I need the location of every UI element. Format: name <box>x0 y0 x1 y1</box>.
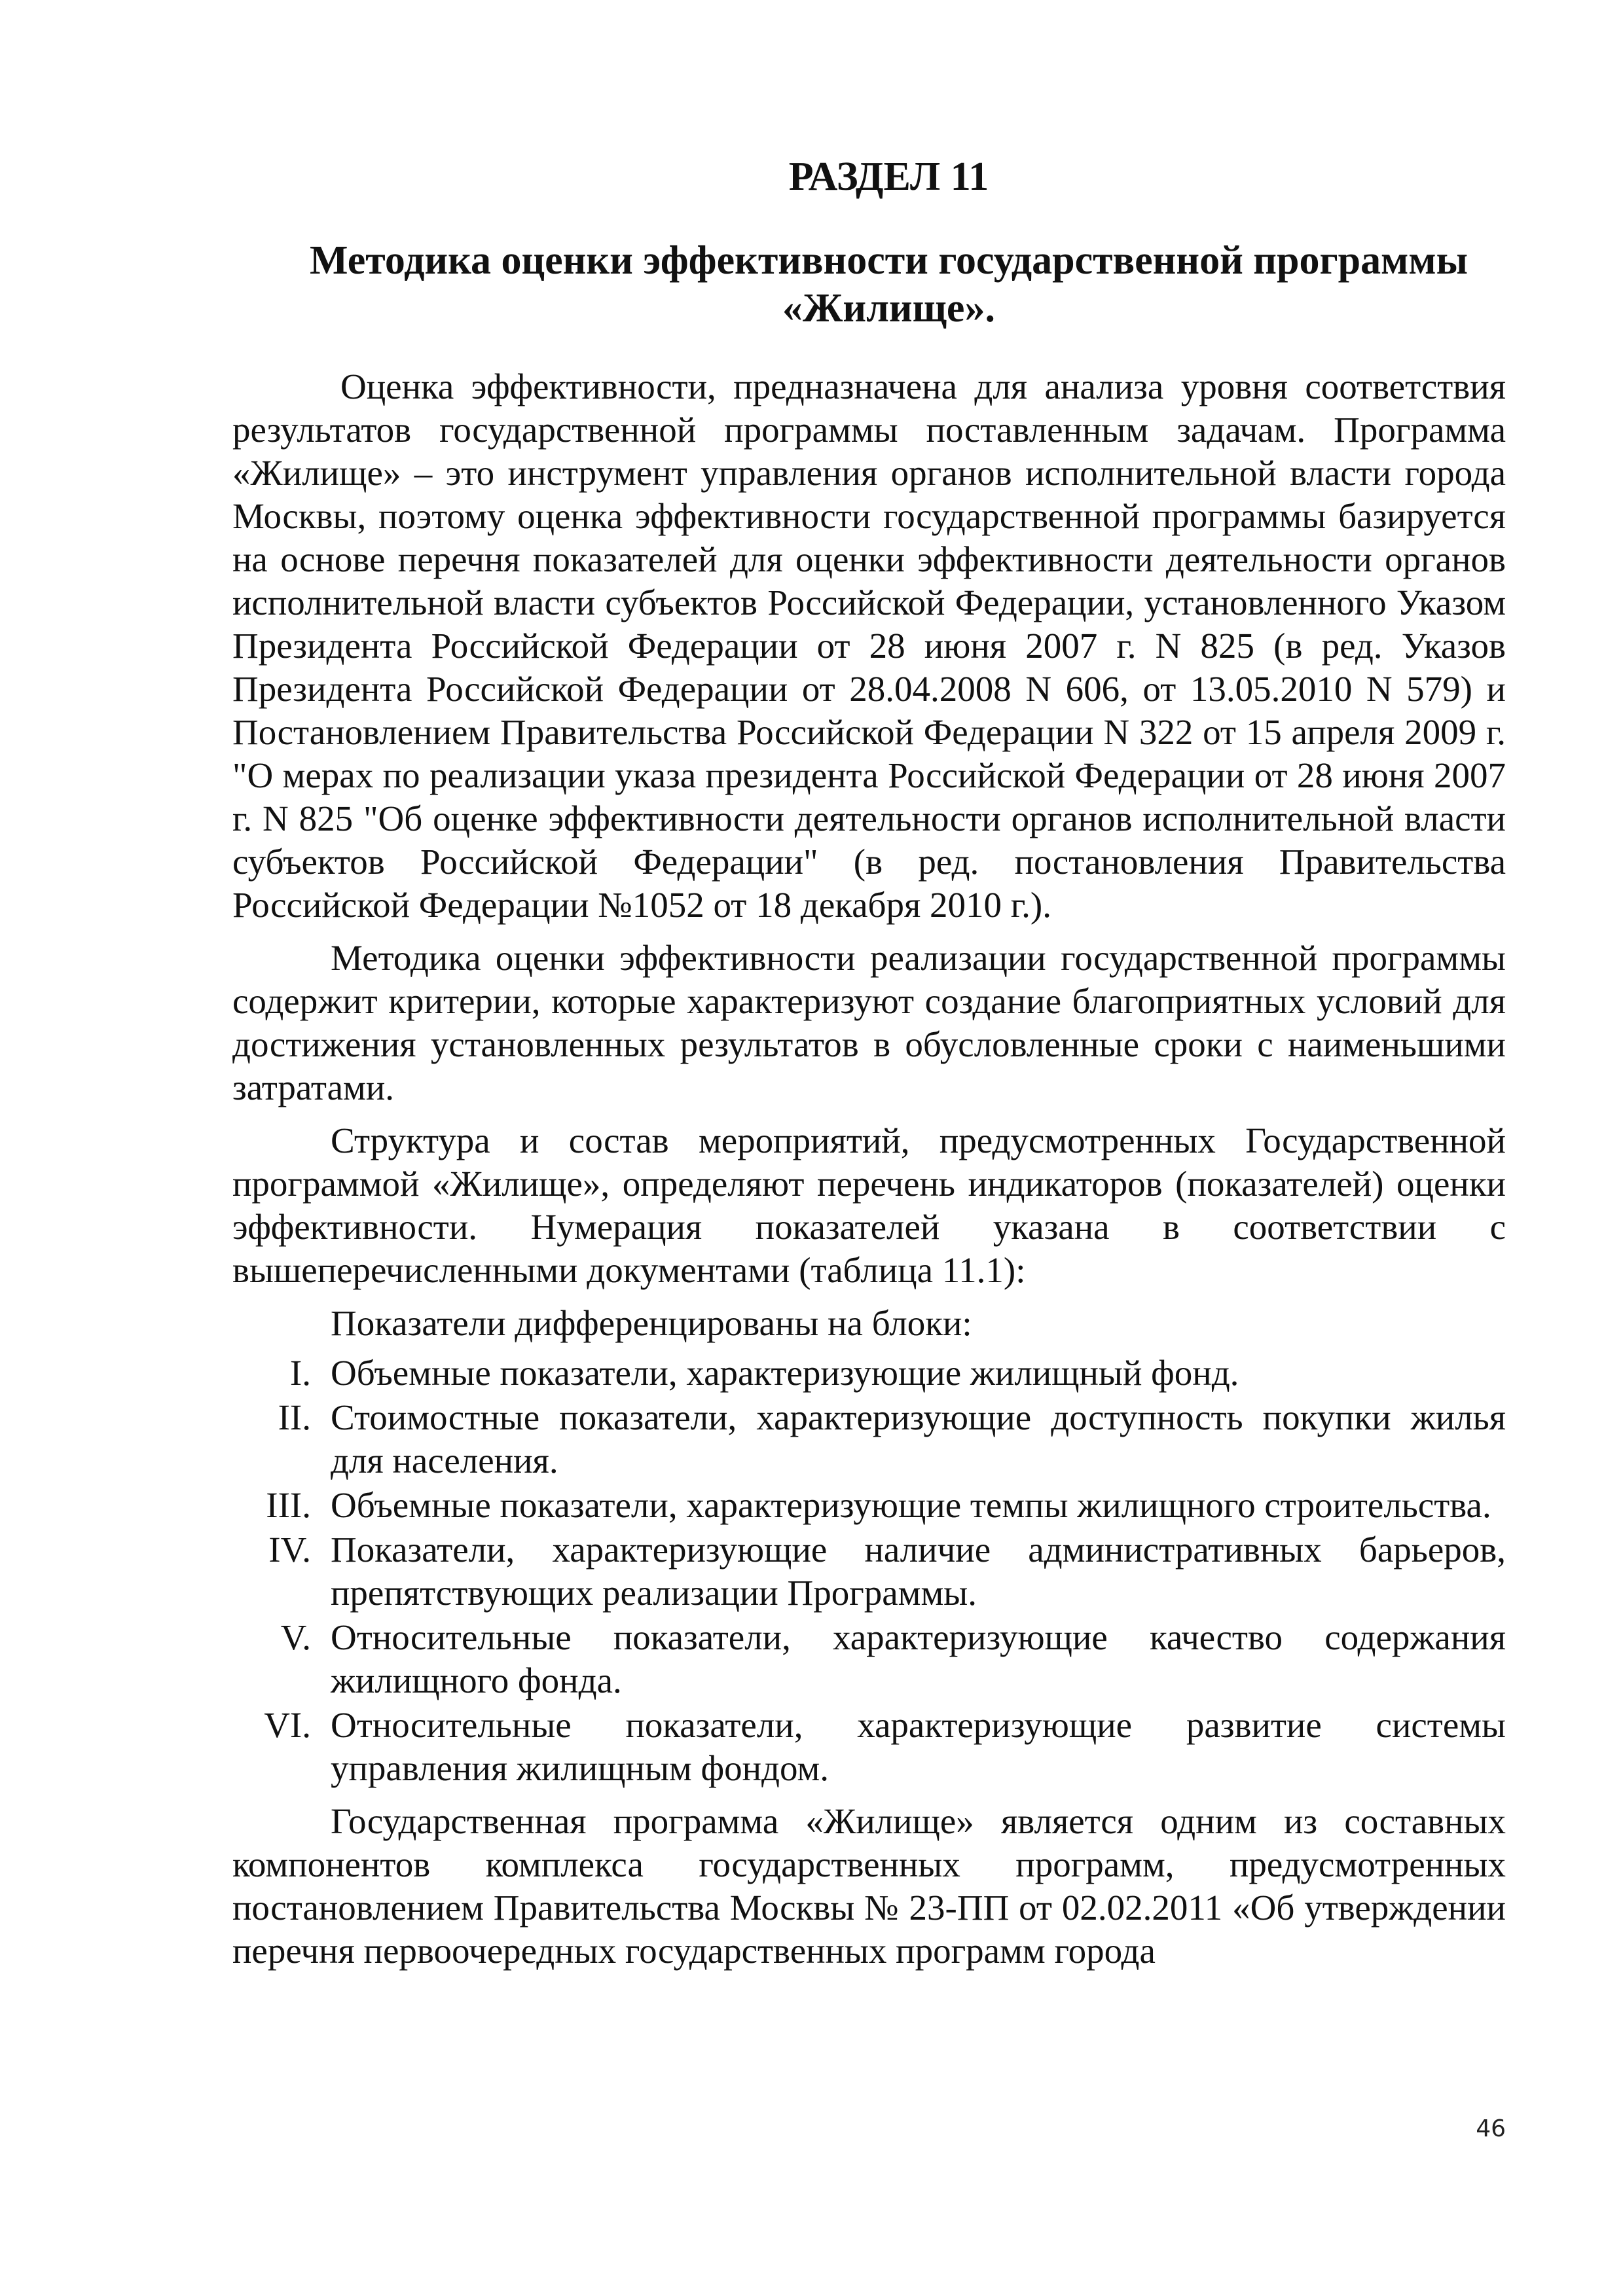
list-item-text: Стоимостные показатели, характеризующие доступность покупки жилья для населения. <box>331 1397 1506 1480</box>
list-item-number: IV. <box>268 1530 311 1570</box>
list-item-text: Относительные показатели, характеризующие качество содержания жилищного фонда. <box>331 1617 1506 1700</box>
paragraph-methodology: Методика оценки эффективности реализации государственной программы содержит критерии, которые характеризуют создание благоприятных условий для достижения установленных результатов в обусловленные сроки с наименьшими затратами. <box>232 938 1506 1107</box>
list-item-number: III. <box>266 1485 311 1525</box>
paragraph-blocks-lead-in: Показатели дифференцированы на блоки: <box>331 1303 972 1343</box>
list-item-text: Относительные показатели, характеризующие развитие системы управления жилищным фондом. <box>331 1705 1506 1788</box>
list-item-number: I. <box>289 1353 311 1393</box>
paragraph-structure: Структура и состав мероприятий, предусмотренных Государственной программой «Жилище», определяют перечень индикаторов (показателей) оценки эффективности. Нумерация показателей указана в соответствии с вышеперечисленными документами (таблица 11.1): <box>232 1121 1506 1290</box>
list-item-text: Объемные показатели, характеризующие жилищный фонд. <box>331 1353 1239 1393</box>
paragraph-intro: Оценка эффективности, предназначена для анализа уровня соответствия результатов государственной программы поставленным задачам. Программа «Жилище» – это инструмент управления органов исполнительной власти города Москвы, поэтому оценка эффективности государственной программы базируется на основе перечня показателей для оценки эффективности деятельности органов исполнительной власти субъектов Российской Федерации, установленного Указом Президента Российской Федерации от 28 июня 2007 г. N 825 (в ред. Указов Президента Российской Федерации от 28.04.2008 N 606, от 13.05.2010 N 579) и Постановлением Правительства Российской Федерации N 322 от 15 апреля 2009 г. "О мерах по реализации указа президента Российской Федерации от 28 июня 2007 г. N 825 "Об оценке эффективности деятельности органов исполнительной власти субъектов Российской Федерации" (в ред. постановления Правительства Российской Федерации №1052 от 18 декабря 2010 г.). <box>232 367 1506 925</box>
document-title <box>232 237 1506 332</box>
list-item <box>232 1484 1506 1527</box>
list-item-number: V. <box>280 1617 311 1657</box>
list-item <box>232 1616 1506 1702</box>
list-item <box>232 1704 1506 1790</box>
section-heading: РАЗДЕЛ 11 <box>788 154 989 199</box>
indicator-blocks-list <box>232 1352 1506 1790</box>
list-item <box>232 1352 1506 1395</box>
document-title-line-1: Методика оценки эффективности государственной программы <box>310 238 1468 283</box>
list-item-text: Показатели, характеризующие наличие административных барьеров, препятствующих реализации Программы. <box>331 1530 1506 1613</box>
page-number: 46 <box>1476 2115 1506 2142</box>
list-item-text: Объемные показатели, характеризующие темпы жилищного строительства. <box>331 1485 1491 1525</box>
list-item-number: VI. <box>264 1705 311 1745</box>
list-item <box>232 1528 1506 1615</box>
document-title-line-2: «Жилище». <box>782 286 995 331</box>
paragraph-closing: Государственная программа «Жилище» является одним из составных компонентов комплекса государственных программ, предусмотренных постановлением Правительства Москвы № 23-ПП от 02.02.2011 «Об утверждении перечня первоочередных государственных программ города <box>232 1801 1506 1971</box>
document-page <box>232 151 1506 1982</box>
list-item-number: II. <box>278 1397 311 1437</box>
list-item <box>232 1396 1506 1482</box>
